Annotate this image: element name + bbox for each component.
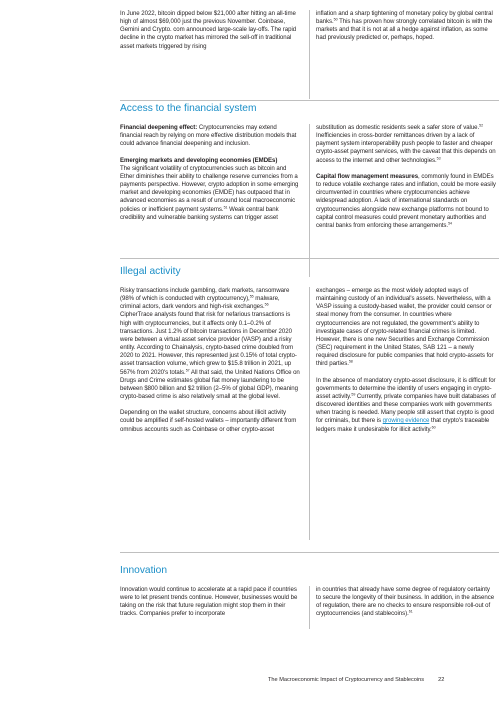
substitution-paragraph: [316, 124, 496, 165]
illegal-left-paragraph-2: Depending on the wallet structure, concerns about illicit activity could be amplified if self-hosted wallets – importantly different from omnibus accounts such as Coinbase or other crypto-asset: [120, 409, 297, 433]
footnote-ref: 50: [333, 17, 338, 22]
substitution-text-b: Inefficiencies in cross-border remittances driven by a lack of payment system interoperability push people to faster and cheaper crypto-asset payment services, with the caveat that this depends on access to the internet and other technologies.: [316, 132, 496, 164]
capital-flow-text: , commonly found in EMDEs to reduce volatile exchange rates and inflation, could be more easily circumvented in countries where cryptocurrencies achieve widespread adoption. A lack of international standards on cryptocurrencies alongside new exchange platforms not bound to capital control measures could prevent monetary authorities and central banks from enforcing these arrangements.: [316, 172, 496, 229]
illegal-left-column: [120, 287, 300, 434]
illegal-text-b: malware, criminal actors, dark vendors and high-risk exchanges.: [120, 295, 280, 311]
innovation-right-text: in countries that already have some degree of regulatory certainty to secure the longevity of their business. In addition, in the absence of regulation, there are no checks to ensure responsible roll-out of cryptocurrencies (and stablecoins).: [316, 586, 495, 618]
intro-right-column: [316, 10, 496, 43]
capital-flow-label: Capital flow management measures: [316, 172, 419, 180]
page-footer: [268, 677, 444, 683]
access-left-column: [120, 124, 300, 222]
column-divider: [309, 10, 310, 99]
footnote-ref: 51: [223, 204, 228, 209]
financial-deepening-paragraph: [120, 124, 300, 148]
intro-right-text-b: This has proven how strongly correlated bitcoin is with the markets and that it is not at all a hedge against inflation, as some had previously predicted or, perhaps, hoped.: [316, 18, 493, 42]
footnote-ref: 53: [436, 156, 441, 161]
section-rule: [120, 258, 499, 259]
illegal-text-c: CipherTrace analysts found that risk for nefarious transactions is high with cryptocurrencies, but it affects only 0.1–0.2% of transactions. Just 1.2% of bitcoin transactions in December 2020 were between a virtual asset service provider (VASP) and a risky entity. According to Chainalysis, crypto-based crime doubled from 2020 to 2021. However, this represented just 0.15% of total crypto-asset transaction volume, which grew to $15.8 trillion in 2021, up 567% from 2020's totals.: [120, 311, 297, 376]
innovation-left-paragraph: Innovation would continue to accelerate at a rapid pace if countries were to let present trends continue. However, businesses would be taking on the risk that future regulation might stop them in their tracks. Companies prefer to incorporate: [120, 586, 298, 618]
page-number: 22: [438, 677, 445, 683]
intro-left-column: [120, 10, 300, 51]
innovation-right-column: [316, 586, 496, 619]
illegal-text-a: Risky transactions include gambling, dark markets, ransomware (98% of which is conducted with cryptocurrency),: [120, 287, 290, 303]
footnote-ref: 60: [431, 425, 436, 430]
illegal-right-paragraph-2: [316, 377, 496, 434]
section-heading-innovation: Innovation: [120, 565, 168, 576]
emde-text-a: The significant volatility of cryptocurrencies such as bitcoin and Ether diminishes their ability to challenge reserve currencies from a payments perspective. However, crypto adoption in some emerging market and developing economies (EMDE) has outpaced that in advanced economies as a result of unsound local macroeconomic policies or inefficient payment systems.: [120, 164, 299, 213]
intro-left-paragraph: In June 2022, bitcoin dipped below $21,000 after hitting an all-time high of almost $69,000 just the previous November. Coinbase, Gemini and Crypto. com announced large-scale lay-offs. The rapid decline in the crypto market has mirrored the sell-off in traditional asset markets triggered by rising: [120, 10, 297, 50]
intro-right-paragraph: [316, 10, 496, 43]
intro-right-text-a: inflation and a sharp tightening of monetary policy by global central banks.: [316, 10, 493, 26]
section-heading-access: Access to the financial system: [120, 103, 257, 114]
illegal-right-column: [316, 287, 496, 434]
financial-deepening-text: Cryptocurrencies may extend financial reach by relying on more effective distribution models that could advance financial deepening and inclusion.: [120, 124, 297, 148]
footer-title: The Macroeconomic Impact of Cryptocurrency and Stablecoins: [268, 677, 425, 683]
emde-text-b: Weak central bank credibility and vulnerable banking systems can trigger asset: [120, 205, 279, 221]
emde-paragraph: [120, 165, 300, 222]
column-divider: [309, 124, 310, 277]
footnote-ref: 54: [448, 221, 452, 226]
footnote-ref: 57: [185, 367, 190, 372]
emde-subheading: Emerging markets and developing economies (EMDEs): [120, 156, 278, 164]
illegal-right-text-c: Currently, private companies have built databases of discovered identities and these companies work with governments when tracing is needed. Many people still assert that crypto is good for criminals, but there is: [316, 393, 496, 425]
footnote-ref: 56: [264, 302, 269, 307]
illegal-right-text-b: In the absence of mandatory crypto-asset disclosure, it is difficult for governments to determine the identity of users engaging in crypto-asset activity.: [316, 376, 496, 401]
innovation-right-paragraph: [316, 586, 496, 619]
substitution-text-a: substitution as domestic residents seek a safer store of value.: [316, 124, 480, 131]
section-heading-illegal: Illegal activity: [120, 266, 181, 277]
growing-evidence-link[interactable]: growing evidence: [382, 417, 430, 425]
section-rule: [120, 552, 499, 553]
access-right-column: [316, 124, 496, 230]
illegal-right-paragraph-1: [316, 287, 496, 369]
innovation-left-column: [120, 586, 300, 619]
financial-deepening-label: Financial deepening effect:: [120, 124, 198, 131]
footnote-ref: 61: [408, 609, 413, 614]
section-rule: [120, 100, 499, 101]
footnote-ref: 59: [351, 392, 356, 397]
illegal-right-text-d: that crypto's traceable ledgers make it undesirable for illicit activity.: [316, 417, 490, 433]
illegal-left-paragraph-1: [120, 287, 300, 401]
footnote-ref: 58: [348, 359, 353, 364]
column-divider: [309, 287, 310, 540]
capital-flow-paragraph: [316, 173, 496, 230]
illegal-text-d: All that said, the United Nations Office on Drugs and Crime estimates global fiat money laundering to be between $800 billion and $2 trillion (2–5% of global GDP), meaning crypto-based crime is also relatively small at the global level.: [120, 368, 300, 401]
column-divider: [309, 586, 310, 629]
illegal-right-text-a: exchanges – emerge as the most widely adopted ways of maintaining custody of an individual's assets. Nevertheless, with a VASP issuing a custody-based wallet, the provider could censor or steal money from the consumer. In countries where cryptocurrencies are not regulated, the government's ability to investigate cases of crypto-related financial crimes is limited. However, there is one new Securities and Exchange Commission (SEC) requirement in the United States, SAB 121 – a newly required disclosure for public companies that hold crypto-assets for third parties.: [316, 287, 494, 368]
footnote-ref: 55: [249, 294, 254, 299]
footnote-ref: 52: [479, 123, 484, 128]
